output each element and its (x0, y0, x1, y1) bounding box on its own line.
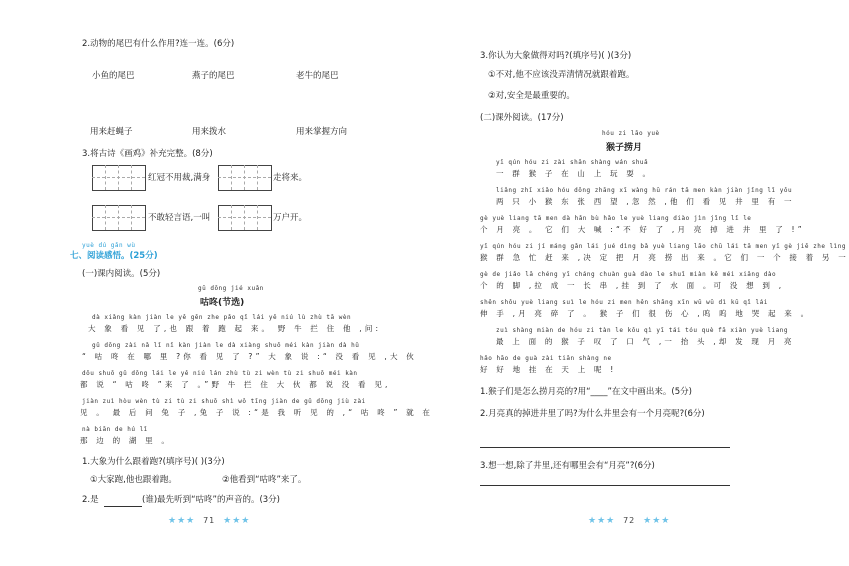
q3-right: 3.你认为大象做得对吗?(填序号)( )(3分) (480, 51, 632, 61)
q3b-answer-line[interactable] (480, 484, 730, 486)
sec7-title: 七、阅读感悟。(25分) (70, 251, 158, 261)
right-page-number (588, 516, 670, 526)
story2-line8-text: 好 好 地 挂 在 天 上 呢 ! (480, 365, 617, 374)
poem-box-3[interactable] (92, 205, 146, 231)
story2-line5-pinyin: gè de jiǎo lā chéng yī cháng chuàn guà dào le shuǐ miàn kě méi xiǎng dào (480, 271, 777, 278)
story1-line5-text: 那 边 的 湖 里 。 (80, 436, 173, 445)
use-direction: 用来掌握方向 (296, 127, 348, 137)
poem-box-4[interactable] (218, 205, 272, 231)
q1-opt1: ①大家跑,他也跟着跑。 (90, 475, 177, 485)
poem-line2-end: 万户开。 (273, 213, 308, 223)
sec7-pinyin: yuè dú gǎn wù (82, 242, 136, 249)
left-page-number (168, 516, 250, 526)
story2-line6-text: 伸 手 ,月 亮 碎 了 。 猴 子 们 很 伤 心 ,呜 呜 地 哭 起 来 。 (480, 309, 812, 318)
poem-line1-text: 红冠不用裁,满身 (148, 173, 211, 183)
right-page (400, 0, 849, 566)
sub2-title: (二)课外阅读。(17分) (480, 113, 564, 123)
sub1-title: (一)课内阅读。(5分) (82, 269, 161, 279)
q3-opt1: ①不对,他不应该没弄清情况就跟着跑。 (488, 70, 635, 80)
left-page-no: 71 (203, 516, 216, 525)
q3-opt2: ②对,安全是最重要的。 (488, 91, 575, 101)
use-flies: 用来赶蝇子 (90, 127, 133, 137)
story2-line1-pinyin: yī qún hóu zi zài shān shàng wán shuǎ (496, 159, 649, 166)
story2-line4-pinyin: yī qún hóu zi jí máng gǎn lái jué dìng bǎ yuè liang lāo chū lái tā men yī gè jiē zhe lìng (480, 243, 846, 250)
story2-line4-text: 猴 群 急 忙 赶 来 ,决 定 把 月 亮 捞 出 来 。它 们 一 个 接 着 另 一 (480, 253, 849, 262)
q1-opt2: ②他看到“咕咚”来了。 (222, 475, 307, 485)
story2-line1-text: 一 群 猴 子 在 山 上 玩 耍 。 (496, 169, 654, 178)
right-page-no: 72 (623, 516, 636, 525)
tail-swallow: 燕子的尾巴 (192, 71, 235, 81)
story1-line1-text: 大 象 看 见 了,也 跟 着 跑 起 来。 野 牛 拦 住 他 ,问: (88, 324, 382, 333)
q2b-blank[interactable] (104, 497, 142, 507)
story2-title-pinyin: hóu zi lāo yuè (602, 130, 660, 137)
story2-line5-text: 个 的 脚 ,拉 成 一 长 串 ,挂 到 了 水 面 。可 没 想 到 , (480, 281, 785, 290)
story2-line6-pinyin: shēn shǒu yuè liang suì le hóu zi men hěn shāng xīn wū wū dì kū qǐ lái (480, 299, 768, 306)
q1-left: 1.大象为什么跟着跑?(填序号)( )(3分) (82, 457, 225, 467)
star-icon: ★★★ (588, 516, 616, 526)
story1-line4-pinyin: jiàn zuì hòu wèn tù zi tù zi shuō shì wǒ tīng jiàn de gǔ dōng jiù zài (82, 398, 366, 405)
story1-line3-pinyin: dōu shuō gǔ dōng lái le yě niú lán zhù tù zi wèn tù zi shuō méi kàn (82, 370, 358, 377)
story1-line3-text: 都 说 “ 咕 咚 ”来 了 。”野 牛 拦 住 大 伙 都 说 没 看 见, (80, 380, 391, 389)
story1-line1-pinyin: dà xiǎng kàn jiàn le yě gēn zhe pǎo qǐ lái yě niú lù zhù tā wèn (92, 314, 352, 321)
tail-fish: 小鱼的尾巴 (92, 71, 135, 81)
q2b-pre: 2.是 (82, 495, 99, 505)
q2b-post: (谁)最先听到“咕咚”的声音的。(3分) (142, 495, 280, 505)
story1-line5-pinyin: nà biān de hú lǐ (82, 426, 148, 433)
story2-line2-text: 两 只 小 猴 东 张 西 望 ,忽 然 ,他 们 看 见 井 里 有 一 (496, 197, 795, 206)
story1-line2-pinyin: gǔ dōng zài nǎ lǐ nǐ kàn jiàn le dà xiàng shuō méi kàn jiàn dà hǔ (92, 342, 360, 349)
q1-right: 1.猴子们是怎么捞月亮的?用“____”在文中画出来。(5分) (480, 387, 692, 397)
star-icon: ★★★ (168, 516, 196, 526)
story2-title: 猴子捞月 (606, 143, 643, 153)
story1-title-pinyin: gū dōng jié xuǎn (198, 285, 264, 292)
story2-line8-pinyin: hǎo hāo de guà zài tiān shàng ne (480, 355, 612, 362)
q2-title: 2.动物的尾巴有什么作用?连一连。(6分) (82, 39, 235, 49)
q2-answer-line[interactable] (480, 446, 730, 448)
story1-title: 咕咚(节选) (200, 298, 245, 308)
poem-line2-text: 不敢轻言语,一叫 (148, 213, 211, 223)
poem-line1-end: 走将来。 (273, 173, 308, 183)
star-icon: ★★★ (223, 516, 251, 526)
story2-line3-text: 个 月 亮 。 它 们 大 喊 :“不 好 了 ,月 亮 掉 进 井 里 了 !” (480, 225, 805, 234)
story1-line2-text: “ 咕 咚 在 哪 里 ?你 看 见 了 ?” 大 象 说 :“ 没 看 见 ,大 伙 (82, 352, 417, 361)
poem-box-1[interactable] (92, 165, 146, 191)
story2-line3-pinyin: gè yuè liang tā men dà hǎn bù hǎo le yuè liang diào jìn jǐng lǐ le (480, 215, 752, 222)
poem-box-2[interactable] (218, 165, 272, 191)
story2-line2-pinyin: liǎng zhī xiǎo hóu dōng zhāng xī wàng hū rán tā men kàn jiàn jǐng lǐ yǒu (496, 187, 793, 194)
use-water: 用来拨水 (192, 127, 227, 137)
q2-right: 2.月亮真的掉进井里了吗?为什么井里会有一个月亮呢?(6分) (480, 409, 705, 419)
story2-line7-pinyin: zuì shàng miàn de hóu zi tàn le kǒu qì yī tái tóu què fā xiàn yuè liang (496, 327, 788, 334)
q3-title: 3.将古诗《画鸡》补充完整。(8分) (82, 149, 213, 159)
story1-line4-text: 见 。 最 后 问 兔 子 ,兔 子 说 :“是 我 听 见 的 ,“ 咕 咚 ” 就 在 (80, 408, 434, 417)
story2-line7-text: 最 上 面 的 猴 子 叹 了 口 气 ,一 抬 头 ,却 发 现 月 亮 (496, 337, 795, 346)
tail-ox: 老牛的尾巴 (296, 71, 339, 81)
star-icon: ★★★ (643, 516, 671, 526)
q3b-right: 3.想一想,除了井里,还有哪里会有“月亮”?(6分) (480, 461, 655, 471)
